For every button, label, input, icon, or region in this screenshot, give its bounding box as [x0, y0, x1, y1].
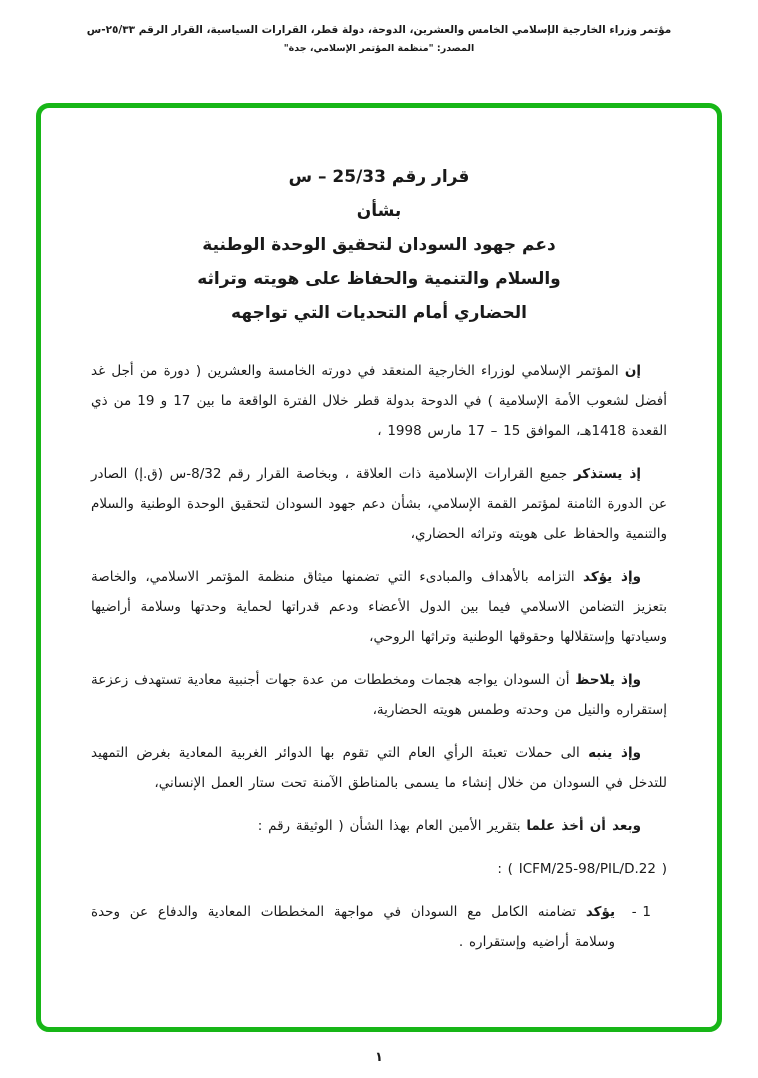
resolution-title-block [91, 160, 667, 330]
paragraph-lead: إذ يستذكر [573, 466, 641, 482]
paragraph-lead: وإذ يؤكد [583, 569, 641, 585]
noting-paragraph [91, 665, 667, 725]
recalling-paragraph [91, 459, 667, 549]
item-text: تضامنه الكامل مع السودان في مواجهة المخططات المعادية والدفاع عن وحدة وسلامة أراضيه وإستقراره . [91, 904, 615, 950]
taking-note-paragraph [91, 811, 667, 841]
resolution-number-title: قرار رقم 25/33 – س [288, 167, 470, 187]
warning-paragraph [91, 738, 667, 798]
item-number: 1 - [631, 904, 651, 920]
page-header [0, 24, 758, 54]
item-lead: يؤكد [585, 904, 616, 920]
paragraph-text: المؤتمر الإسلامي لوزراء الخارجية المنعقد في دورته الخامسة والعشرين ( دورة من أجل غد أفضل لشعوب الأمة الإسلامية ) في الدوحة بدولة قطر خلال الفترة الواقعة ما بين 17 و 19 من ذي القعدة 1418هـ، الموافق 15 – 17 مارس 1998 ، [91, 363, 667, 439]
paragraph-text: الى حملات تعبئة الرأي العام التي تقوم بها الدوائر الغربية المعادية بغرض التمهيد للتدخل في السودان من خلال إنشاء ما يسمى بالمناطق الآمنة تحت ستار العمل الإنساني، [91, 745, 667, 791]
paragraph-text: جميع القرارات الإسلامية ذات العلاقة ، وبخاصة القرار رقم 8/32-س (ق.إ) الصادر عن الدورة الثامنة لمؤتمر القمة الإسلامي، بشأن دعم جهود السودان لتحقيق الوحدة الوطنية والسلام والتنمية والحفاظ على هويته وتراثه الحضاري، [91, 466, 667, 542]
document-reference-code: ( ICFM/25-98/PIL/D.22 ) : [497, 861, 667, 877]
paragraph-lead: وبعد أن أخذ علما [526, 818, 641, 834]
resolution-regarding: بشأن [356, 201, 402, 221]
operative-item-1 [91, 897, 667, 957]
paragraph-text: التزامه بالأهداف والمبادىء التي تضمنها ميثاق منظمة المؤتمر الاسلامي، والخاصة بتعزيز التضامن الاسلامي فيما بين الدول الأعضاء ودعم قدراتها لحماية وحدتها وسلامة أراضيها وسيادتها وإستقلالها وحقوقها الوطنية وتراثها الروحي، [91, 569, 667, 645]
resolution-subject-line-2: والسلام والتنمية والحفاظ على هويته وتراثه [197, 269, 561, 289]
paragraph-lead: وإذ ينبه [588, 745, 641, 761]
page-number: ١ [375, 1050, 383, 1065]
reaffirming-paragraph [91, 562, 667, 652]
item-body [91, 897, 615, 957]
header-source-line-1: مؤتمر وزراء الخارجية الإسلامي الخامس والعشرين، الدوحة، دولة قطر، القرارات السياسية، القرار الرقم ٢٥/٣٣-س [86, 24, 672, 36]
paragraph-lead: وإذ يلاحظ [575, 672, 641, 688]
header-source-line-2: المصدر: "منظمة المؤتمر الإسلامي، جدة" [283, 43, 475, 54]
paragraph-text: بتقرير الأمين العام بهذا الشأن ( الوثيقة رقم : [257, 818, 521, 834]
document-border-box [36, 103, 722, 1032]
resolution-subject-line-3: الحضاري أمام التحديات التي تواجهه [231, 303, 527, 323]
resolution-subject-line-1: دعم جهود السودان لتحقيق الوحدة الوطنية [202, 235, 556, 255]
page-footer [0, 1046, 758, 1065]
paragraph-text: أن السودان يواجه هجمات ومخططات من عدة جهات أجنبية معادية تستهدف زعزعة إستقراره والنيل من وحدته وطمس هويته الحضارية، [91, 672, 667, 718]
preamble-paragraph [91, 356, 667, 446]
paragraph-lead: إن [624, 363, 642, 379]
resolution-body [91, 356, 667, 957]
